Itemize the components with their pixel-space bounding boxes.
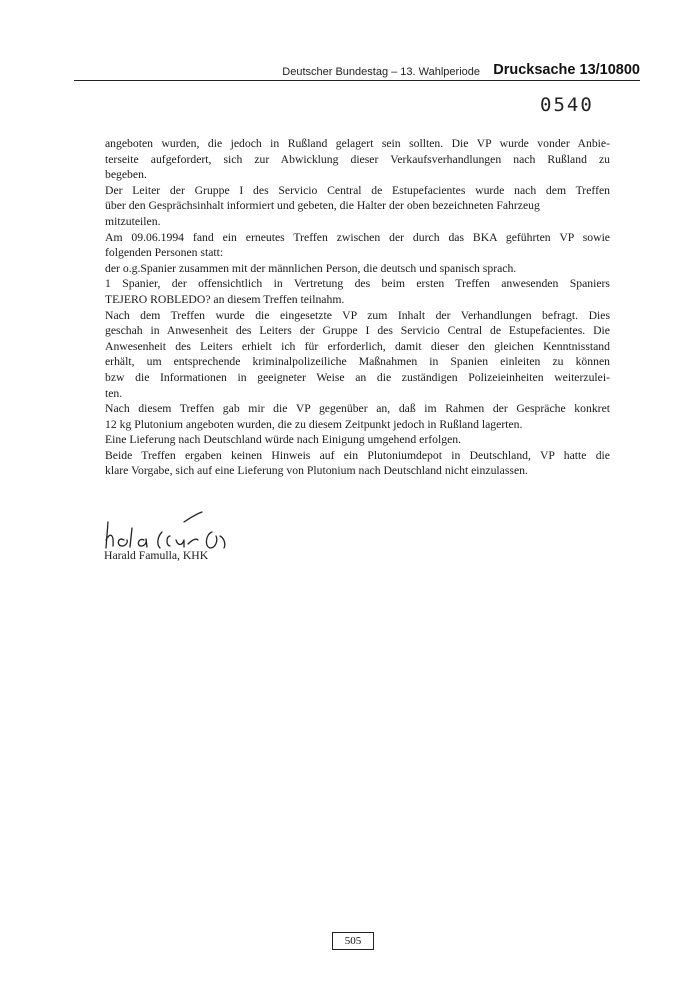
body-line: erhält, um entsprechende kriminalpolizeiliche Maßnahmen in Spanien einleiten zu können [105, 355, 610, 369]
body-line: angeboten wurden, die jedoch in Rußland gelagert sein sollten. Die VP wurde vonder Anbie- [105, 137, 610, 150]
body-line: Nach diesem Treffen gab mir die VP gegenüber an, daß im Rahmen der Gespräche konkret [105, 402, 610, 416]
body-line: klare Vorgabe, sich auf eine Lieferung von Plutonium nach Deutschland nicht einzulassen. [105, 464, 528, 478]
page-header [74, 60, 640, 81]
body-line: bzw die Informationen in geeigneter Weise an die zuständigen Polizeieinheiten weiterzulei- [105, 370, 610, 384]
body-line: über den Gesprächsinhalt informiert und gebeten, die Halter der oben bezeichneten Fahrzeug [105, 199, 540, 213]
body-line: TEJERO ROBLEDO? an diesem Treffen teilnahm. [105, 292, 345, 306]
body-line: 12 kg Plutonium angeboten wurden, die zu diesem Zeitpunkt jedoch in Rußland lagerten. [105, 417, 523, 431]
body-line: Am 09.06.1994 fand ein erneutes Treffen zwischen der durch das BKA geführten VP sowie [105, 230, 610, 244]
body-line: der o.g.Spanier zusammen mit der männlichen Person, die deutsch und spanisch sprach. [105, 261, 517, 275]
body-line: Eine Lieferung nach Deutschland würde nach Einigung umgehend erfolgen. [105, 433, 462, 447]
body-line: ten. [105, 386, 123, 400]
page-number: 505 [332, 932, 374, 950]
body-line: folgenden Personen statt: [105, 246, 224, 260]
body-line: mitzuteilen. [105, 214, 161, 228]
body-line: 1 Spanier, der offensichtlich in Vertretung des beim ersten Treffen anwesenden Spaniers [105, 277, 610, 291]
body-line: geschah in Anwesenheit des Leiters der Gruppe I des Servicio Central de Estupefacientes. Die [105, 324, 610, 338]
body-line: Anwesenheit des Leiters erhielt ich für erforderlich, damit dieser den gleichen Kenntnisstand [105, 339, 610, 353]
body-line: Beide Treffen ergaben keinen Hinweis auf ein Plutoniumdepot in Deutschland, VP hatte die [105, 448, 610, 462]
body-line: Der Leiter der Gruppe I des Servicio Central de Estupefacientes wurde nach dem Treffen [105, 183, 610, 197]
body-line: begeben. [105, 168, 147, 182]
body-line: terseite aufgefordert, sich zur Abwicklung dieser Verkaufsverhandlungen nach Rußland zu [105, 152, 610, 166]
stamp-number: 0540 [540, 94, 594, 116]
publication-title: Deutscher Bundestag – 13. Wahlperiode [282, 66, 480, 78]
body-line: Nach dem Treffen wurde die eingesetzte VP zum Inhalt der Verhandlungen befragt. Dies [105, 308, 610, 322]
body-text [105, 136, 610, 479]
signer-name: Harald Famulla, KHK [104, 549, 209, 562]
document-number: Drucksache 13/10800 [493, 62, 640, 78]
